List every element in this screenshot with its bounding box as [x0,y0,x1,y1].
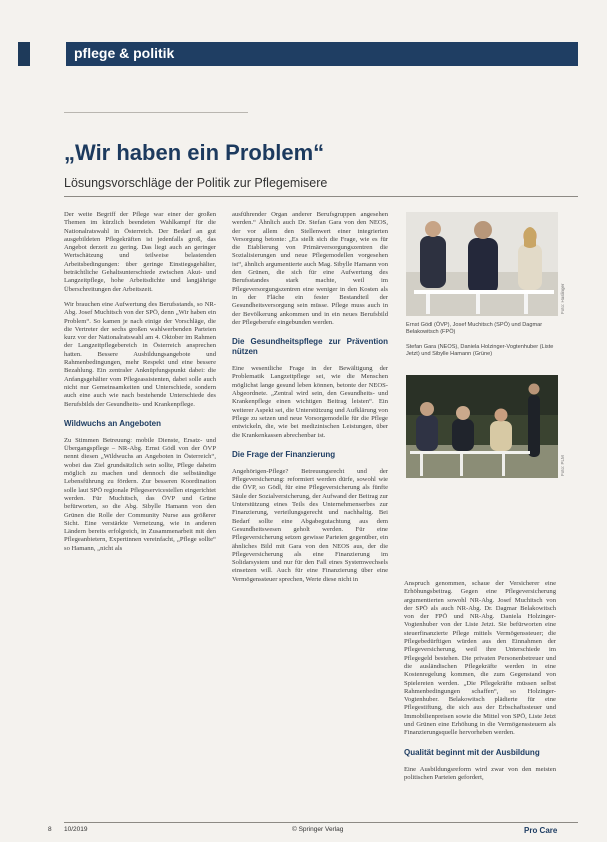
section-heading: Die Frage der Finanzierung [232,449,336,459]
text-column-1 [64,211,216,809]
article-subtitle: Lösungsvorschläge der Politik zur Pflegemisere [64,176,328,190]
photo-caption-1: Ernst Gödl (ÖVP), Josef Muchitsch (SPÖ) und Dagmar Belakowitsch (FPÖ) [406,322,543,335]
photo-credit-1: Foto: Haslinger [560,283,565,314]
panel-photo-2 [406,375,558,478]
text-column-3 [404,580,556,810]
section-heading: Die Gesundheitspflege zur Prävention nützen [232,337,388,357]
panel-photo-2-illustration [406,375,558,478]
panel-photo-1-illustration [406,212,558,316]
article-title: „Wir haben ein Problem“ [64,140,325,165]
divider [64,196,578,197]
text-column-2 [232,211,388,809]
margin-marker [18,42,30,66]
photo-credit-2: Foto: PLM [560,455,565,476]
magazine-name: Pro Care [524,826,558,835]
paragraph: Zu Stimmen Betreuung: mobile Dienste, Ersatz- und Übergangspflege – NR-Abg. Ernst Gödl von der ÖVP nennt diesen „Wildwuchs an Angeboten in Österreich“, wobei das Ziel grundsätzlich sein sollte, Pflege daheim möglich zu machen und dennoch die selbständige Lebensführung zu fördern. Zur besseren Koordination solle laut SPÖ regionale Pflegeservicestellen eingerichtet werden. Für Muchitsch, das ÖVP und Grüne befürworten, so die Abg. Sibylle Hamann von den Grünen die Rolle der Community Nurse aus größerer Sicht. Eine verstärkte Vernetzung, wie in anderen Ländern bereits erfolgreich, in Zusammenarbeit mit den Pflegeanbietern, Expertinnen vereinfacht, „Pflege sollte“ so Hamann, „nicht als [64,436,216,552]
publisher: © Springer Verlag [292,826,344,833]
section-heading: Qualität beginnt mit der Ausbildung [404,747,540,757]
photo-caption-2: Stefan Gara (NEOS), Daniela Holzinger-Vogtenhuber (Liste Jetzt) und Sibylle Hamann (Grüne) [406,344,554,357]
section-label: pflege & politik [74,45,175,61]
paragraph: Wir brauchen eine Aufwertung des Berufsstands, so NR-Abg. Josef Muchitsch von der SPÖ, denn „Wir haben ein Problem“. So kamen je nach einige der Vorschläge, die die Vertreter der sechs großen wahlwerbenden Parteien kurz vor der Nationalratswahl am 4. Oktober im Rahmen der Langzeitpflegebereich in Österreich ansprechen hatten. Bessere Ausbildungsangebote und Rahmenbedingungen, mehr Respekt und eine bessere Bezahlung. Ein zentraler Anknüpfungspunkt dabei: die Anfangsgehälter vom Pflegeassistenten, dabei solle auch nicht nur Gemeinsamkeiten und Unterschiede, sondern auch eine auch wie nach bestehende Unterschiede des Berufsbilds der Gesundheits- und Krankenpflege. [64,300,216,408]
paragraph: Angehörigen-Pflege? Betreuungsrecht und der Pflegeversicherung: reformiert werden dürfe, sowohl wie die ÖVP, so Gödl, für eine Pflegeversicherung als fünfte Säule der Sozialversicherung, der Aufwand der Beitrag zur Unterstützung eines Teils des Unternehmenserbes zur Finanzierung, verteilungsgerecht und nachhaltig. Bei Bedarf sollte eine Abgabegutachtung aus dem Gesundheitswesen geholt werden. Für eine Pflegeversicherung setzen gewisse Parteien gegenüber, ein ähnliches Bild mit Gara von den NEOS aus, der die Pflegeversicherung als eine Finanzierung im Solidarsystem und nur für den Fall eines Systemwechsels einsetzen will. Auch für eine Finanzierung über eine Vermögenssteuer sprechen, Werte diese nicht in [232,467,388,583]
page-number: 8 [48,826,52,833]
paragraph: ausführender Organ anderer Berufsgruppen angesehen werden.“ Ähnlich auch Dr. Stefan Gara von den NEOS, der vor allem den Stellenwert einer integrierten Versorgung betonte: „Es stellt sich die Frage, wie es für die Etablierung von Primärversorgungszentren die Sozialisierungen und neue Pflegemodellen vorgesehen ist“, ähnlich argumentierte auch Mag. Sibylle Hamann von den Grünen, die sich für eine Aufwertung des Berufsstandes stark machte, weil im Pflegeversorgungszentren eine weniger in den Kosten als in der Fläche ein fester Bestandteil der Gesundheitsversorgung sein müsse. Pflege muss auch in der Bevölkerung ankommen und in ein neues Berufsbild der Pflegeberufe eingebunden werden. [232,211,388,326]
panel-photo-1 [406,212,558,316]
divider [64,112,248,113]
section-heading: Wildwuchs an Angeboten [64,418,161,428]
paragraph: Eine Ausbildungsreform wird zwar von den meisten politischen Parteien gefordert, [404,765,556,781]
footer-divider [64,822,578,823]
issue-number: 10/2019 [64,826,88,833]
paragraph: Anspruch genommen, schaue der Versicherer eine Erhöhungsbeitrag. Gegen eine Pflegeversicherung argumentierten sowohl NR-Abg. Josef Muchitsch von der SPÖ als auch NR-Abg. Dr. Dagmar Belakowitsch von der FPÖ und NR-Abg. Daniela Holzinger-Vogtenhuber von der Liste Jetzt. Sie befürworten eine steuerfinanzierte Pflege mittels Vermögenssteuer; die Pflegebedürftigen würden aus den Einnahmen der Pflegeversicherung, weil ihre Unterschiede im Pflegegeld bestehen. Die privaten Personenbetreuer und die ausländischen Pflegekräfte werden in eine Kostenregelung kommen, die zum Gegenstand von Spielereien werden. „Die Pflegekräfte müssen selbst Rahmenbedingungen schaffen“, so Holzinger-Vogtenhuber. Belakowitsch plädierte für eine Pflegestiftung, die sich aus der Erbschaftssteuer und Immobilienpreisen sowie die Mittel von SPÖ, Liste Jetzt und Grünen eine Erhöhung in die Vermögenssteuern als Finanzierungsquelle hervorheben werden. [404,580,556,737]
paragraph: Der weite Begriff der Pflege war einer der großen Themen im kürzlich beendeten Wahlkampf für die Nationalratswahl in Österreich. Der Bedarf an gut ausgebildeten Pflegekräften ist jedenfalls groß, das Angebot derzeit zu gering. Das liegt auch an geringer Wertschätzung und teilweise belastenden Arbeitsbedingungen: über geringe Einstiegsgehälter, beträchtliche Gehaltsunterschiede zwischen Akut- und Langzeitpflege, hohe Arbeitsdichte und langjährige Überschreitungen der Arbeitszeit. [64,211,216,293]
section-header [66,42,578,66]
paragraph: Eine wesentliche Frage in der Bewältigung der Problematik Langzeitpflege sei, wie die Menschen möglichst lange gesund leben können, betonte der NEOS-Abgeordnete. „Zentral wird sein, den Gesundheits- und Krankenpflege einen wichtigen Beitrag leisten“. Ein weiterer Aspekt sei, die Unterstützung und Aufklärung von Pflege zu setzen und neue Vorsorgemodelle für die Pflege entwickeln, die, wie bei medizinischen Leistungen, über die Krankenkassen abrechenbar ist. [232,365,388,439]
